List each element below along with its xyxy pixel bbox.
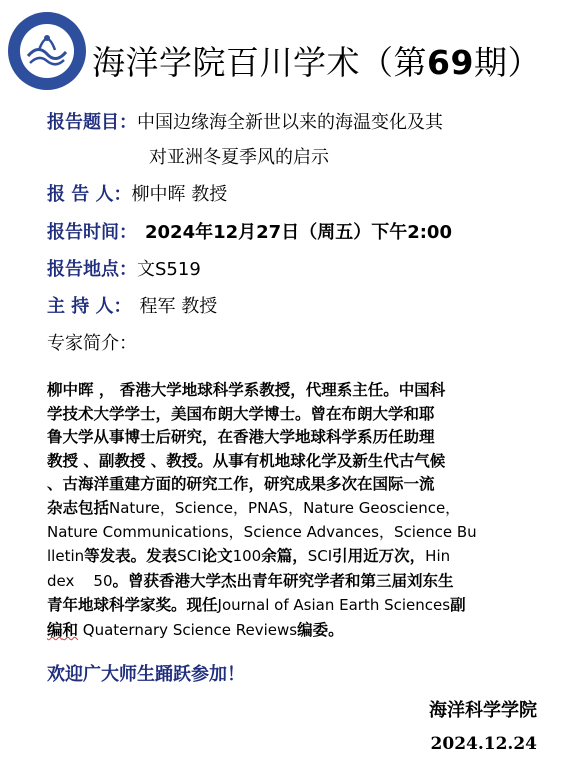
intro-row	[47, 331, 137, 357]
bio-fragment: SCI	[307, 547, 333, 566]
bio-fragment: 100	[232, 547, 262, 566]
bio-fragment: 青年地球科学家奖。现任	[47, 595, 218, 615]
bio-line: 教授 、副教授 、教授。从事有机地球化学及新生代古气候	[47, 450, 446, 470]
host-label: 主 持 人：	[47, 296, 132, 317]
title-suffix: 期）	[473, 43, 541, 82]
bio-fragment: Hin	[425, 547, 451, 566]
place-row	[47, 257, 201, 283]
bio-line: Nature Communications，Science Advances，Science Bu	[47, 522, 477, 541]
bio-line: 、古海洋重建方面的研究工作，研究成果多次在国际一流	[47, 474, 435, 494]
bio-fragment: 等发表。发表	[84, 546, 178, 566]
bio-fragment: dex 50	[47, 571, 113, 590]
topic-value-line1: 中国边缘海全新世以来的海温变化及其	[137, 112, 443, 133]
topic-value-line2: 对亚洲冬夏季风的启示	[149, 147, 329, 168]
bio-fragment: 余篇，	[261, 546, 308, 566]
time-value: 2024年12月27日（周五）下午2:00	[145, 222, 452, 243]
bio-fragment: Quaternary Science Reviews	[78, 620, 298, 639]
time-label: 报告时间：	[47, 222, 137, 243]
intro-label: 专家简介：	[47, 333, 137, 354]
bio-fragment: 编	[47, 619, 63, 639]
organizer-name: 海洋科学学院	[429, 700, 537, 721]
bio-fragment: 引用近万次，	[332, 546, 426, 566]
host-value: 程军 教授	[139, 296, 218, 317]
bio-fragment: SCI	[177, 547, 202, 566]
speaker-value: 柳中晖 教授	[131, 184, 228, 205]
bio-line	[47, 618, 537, 643]
speaker-row	[47, 182, 227, 208]
bio-fragment: 杂志包括	[47, 497, 110, 517]
bio-fragment: 副	[450, 595, 466, 615]
issue-number: 69	[427, 43, 474, 82]
bio-line: 鲁大学从事博士后研究，在香港大学地球科学系历任助理	[47, 427, 435, 447]
bio-fragment: 。曾获香港大学杰出青年研究学者和第三届刘东生	[112, 570, 454, 590]
title-prefix: 海洋学院百川学术（第	[92, 43, 427, 82]
bio-fragment: 和	[62, 619, 79, 639]
bio-fragment: Nature，Science，PNAS，Nature Geoscience，	[109, 498, 461, 517]
bio-line	[47, 593, 537, 618]
bio-line	[47, 496, 537, 521]
bio-line: 学技术大学学士，美国布朗大学博士。曾在布朗大学和耶	[47, 403, 435, 423]
place-label: 报告地点：	[47, 259, 137, 280]
topic-row	[47, 110, 443, 136]
bio-fragment: Journal of Asian Earth Sciences	[217, 596, 451, 615]
bio-fragment: 论文	[201, 546, 233, 566]
speaker-bio	[47, 378, 537, 643]
page-title	[92, 40, 541, 86]
bio-fragment: 编委。	[297, 619, 344, 639]
topic-label: 报告题目：	[47, 112, 137, 133]
time-row	[47, 220, 452, 246]
bio-line	[47, 544, 537, 569]
host-row	[47, 294, 217, 320]
topic-row-2	[149, 145, 329, 171]
bio-line: 柳中晖 ， 香港大学地球科学系教授，代理系主任。中国科	[47, 380, 446, 399]
welcome-message: 欢迎广大师生踊跃参加！	[47, 664, 245, 685]
speaker-label: 报 告 人：	[47, 184, 132, 205]
place-value: 文S519	[137, 259, 201, 280]
bio-line	[47, 569, 537, 594]
notice-date: 2024.12.24	[430, 734, 537, 754]
bio-fragment: lletin	[47, 547, 85, 566]
school-seal-logo-icon	[6, 10, 88, 92]
